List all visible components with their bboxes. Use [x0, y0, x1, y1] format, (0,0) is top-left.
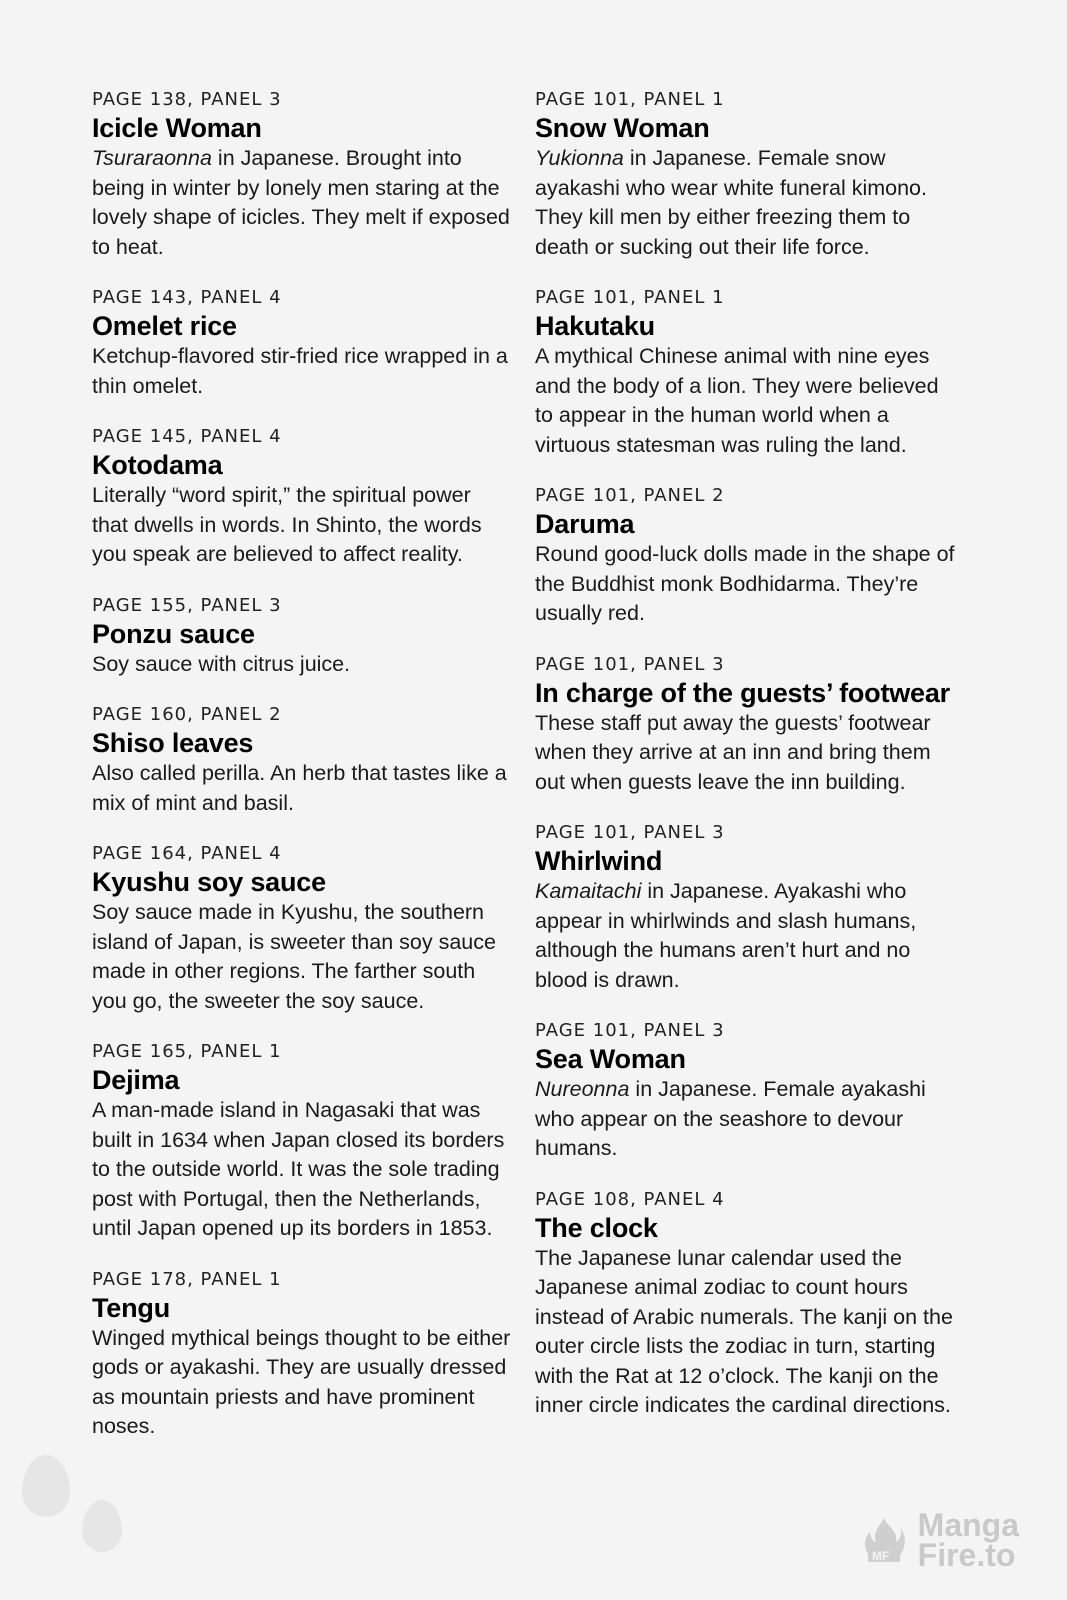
entry-description-text: Soy sauce with citrus juice.	[92, 651, 351, 676]
entry-description-text: in Japanese. Brought into being in winter by lonely men staring at the lovely shape of icicles. They melt if exposed to heat.	[92, 146, 510, 259]
entry-description	[92, 481, 512, 570]
glossary-entry	[92, 88, 512, 262]
entry-page-reference: PAGE 101, PANEL 1	[535, 287, 725, 308]
entry-title: The clock	[535, 1212, 658, 1243]
decorative-flame-icon	[22, 1455, 70, 1517]
decorative-flame-icon	[82, 1500, 122, 1552]
entry-description	[92, 1324, 512, 1442]
entry-description-text: Soy sauce made in Kyushu, the southern island of Japan, is sweeter than soy sauce made in other regions. The farther south you go, the sweeter the soy sauce.	[92, 900, 496, 1013]
glossary-entry	[92, 1040, 512, 1244]
watermark-line1: Manga	[917, 1507, 1019, 1543]
entry-description-text: Also called perilla. An herb that tastes like a mix of mint and basil.	[92, 761, 507, 815]
entry-description-text: Round good-luck dolls made in the shape of the Buddhist monk Bodhidarma. They’re usually red.	[535, 542, 955, 625]
glossary-entry	[92, 1268, 512, 1442]
glossary-column-right	[535, 88, 955, 1445]
entry-description-text: The Japanese lunar calendar used the Japanese animal zodiac to count hours instead of Arabic numerals. The kanji on the outer circle lists the zodiac in turn, starting with the Rat at 12 o’clock. The kanji on the inner circle indicates the cardinal directions.	[535, 1245, 953, 1417]
entry-description-text: A mythical Chinese animal with nine eyes and the body of a lion. They were believed to appear in the human world when a virtuous statesman was ruling the land.	[535, 344, 939, 457]
entry-page-reference: PAGE 101, PANEL 1	[535, 89, 725, 110]
entry-japanese-term: Yukionna	[535, 146, 624, 170]
entry-page-reference: PAGE 101, PANEL 3	[535, 1020, 725, 1041]
entry-description	[535, 144, 955, 262]
entry-japanese-term: Nureonna	[535, 1077, 630, 1101]
entry-description-text: in Japanese. Female ayakashi who appear on the seashore to devour humans.	[535, 1077, 926, 1160]
entry-description-text: in Japanese. Ayakashi who appear in whirlwinds and slash humans, although the humans aren’t hurt and no blood is drawn.	[535, 879, 917, 992]
glossary-entry	[92, 425, 512, 570]
entry-description	[92, 144, 512, 262]
entry-japanese-term: Tsuraraonna	[92, 146, 212, 170]
glossary-entry	[92, 594, 512, 680]
entry-page-reference: PAGE 108, PANEL 4	[535, 1188, 725, 1210]
glossary-entry	[535, 653, 955, 798]
entry-page-reference: PAGE 138, PANEL 3	[92, 89, 282, 110]
entry-description-text: Ketchup-flavored stir-fried rice wrapped in a thin omelet.	[92, 344, 508, 398]
entry-page-reference: PAGE 164, PANEL 4	[92, 843, 282, 864]
entry-description	[535, 709, 955, 798]
entry-title: Icicle Woman	[92, 113, 262, 143]
glossary-entry	[92, 286, 512, 401]
entry-description	[535, 1075, 955, 1164]
entry-description	[92, 898, 512, 1016]
watermark-logo	[858, 1507, 1019, 1573]
svg-text:MF: MF	[871, 1549, 889, 1563]
entry-description-text: Winged mythical beings thought to be either gods or ayakashi. They are usually dressed as mountain priests and have prominent noses.	[92, 1325, 511, 1438]
entry-description	[535, 342, 955, 460]
entry-title: Whirlwind	[535, 846, 663, 876]
entry-description	[535, 540, 955, 629]
entry-page-reference: PAGE 165, PANEL 1	[92, 1041, 282, 1062]
entry-title: Snow Woman	[535, 113, 710, 143]
glossary-entry	[92, 703, 512, 818]
entry-title: Daruma	[535, 509, 635, 539]
entry-description-text: These staff put away the guests’ footwear when they arrive at an inn and bring them out when guests leave the inn building.	[535, 710, 931, 794]
entry-page-reference: PAGE 178, PANEL 1	[92, 1268, 282, 1290]
entry-description-text: Literally “word spirit,” the spiritual power that dwells in words. In Shinto, the words you speak are believed to affect reality.	[92, 483, 482, 566]
glossary-entry	[535, 821, 955, 995]
entry-description	[535, 1244, 955, 1421]
glossary-entry	[535, 484, 955, 629]
glossary-entry	[92, 842, 512, 1016]
entry-title: Ponzu sauce	[92, 618, 255, 649]
entry-description-text: A man-made island in Nagasaki that was built in 1634 when Japan closed its borders to the outside world. It was the sole trading post with Portugal, then the Netherlands, until Japan opened up its borders in 1853.	[92, 1098, 505, 1240]
watermark-text	[917, 1507, 1019, 1573]
entry-title: Kyushu soy sauce	[92, 867, 326, 897]
entry-description	[92, 1096, 512, 1244]
entry-page-reference: PAGE 101, PANEL 3	[535, 653, 725, 675]
entry-title: Shiso leaves	[92, 728, 254, 758]
entry-description	[92, 342, 512, 401]
glossary-entry	[535, 1019, 955, 1164]
flame-logo-icon	[858, 1514, 910, 1566]
entry-description	[92, 650, 512, 680]
watermark-line2: Fire.to	[917, 1537, 1016, 1573]
entry-description	[535, 877, 955, 995]
glossary-entry	[535, 1188, 955, 1421]
entry-page-reference: PAGE 101, PANEL 2	[535, 485, 725, 506]
entry-title: Dejima	[92, 1065, 180, 1095]
entry-page-reference: PAGE 145, PANEL 4	[92, 426, 282, 447]
entry-title: In charge of the guests’ footwear	[535, 677, 950, 708]
glossary-column-left	[92, 88, 512, 1466]
entry-description-text: in Japanese. Female snow ayakashi who wear white funeral kimono. They kill men by either freezing them to death or sucking out their life force.	[535, 146, 927, 259]
entry-title: Hakutaku	[535, 311, 655, 341]
entry-description	[92, 759, 512, 818]
entry-title: Omelet rice	[92, 311, 237, 341]
entry-title: Sea Woman	[535, 1044, 686, 1074]
entry-page-reference: PAGE 143, PANEL 4	[92, 287, 282, 308]
glossary-entry	[535, 286, 955, 460]
glossary-entry	[535, 88, 955, 262]
entry-page-reference: PAGE 160, PANEL 2	[92, 704, 282, 725]
entry-page-reference: PAGE 101, PANEL 3	[535, 822, 725, 843]
entry-japanese-term: Kamaitachi	[535, 879, 642, 903]
entry-page-reference: PAGE 155, PANEL 3	[92, 594, 282, 616]
entry-title: Kotodama	[92, 450, 223, 480]
entry-title: Tengu	[92, 1292, 170, 1323]
